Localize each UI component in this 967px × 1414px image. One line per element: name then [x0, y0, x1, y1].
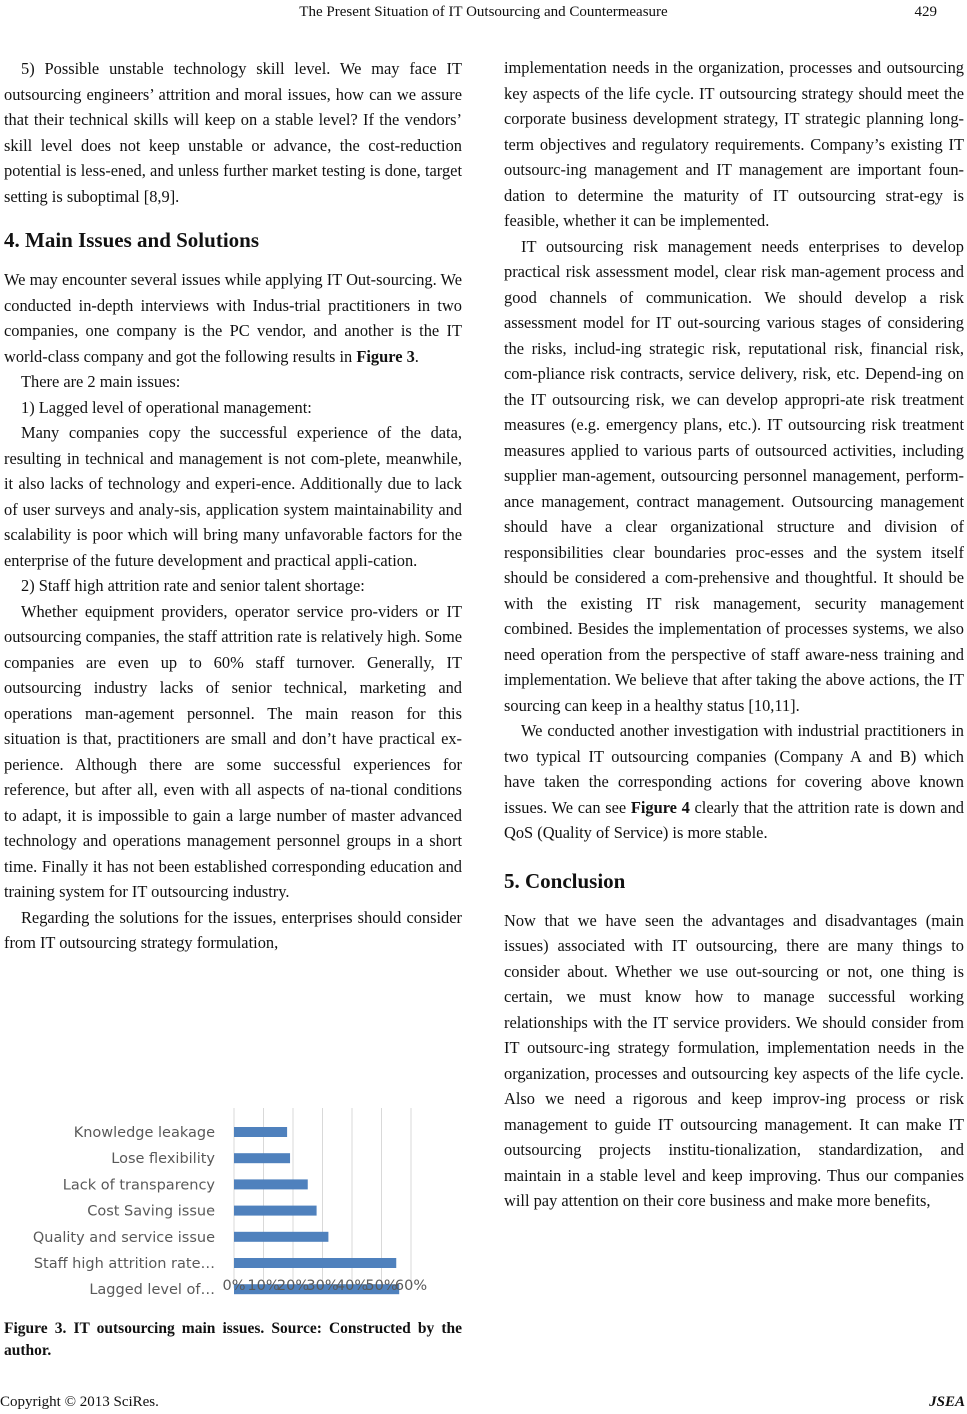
paragraph: [4, 267, 462, 369]
section-heading: 5. Conclusion: [504, 868, 626, 893]
paragraph: 5) Possible unstable technology skill level. We may face IT outsourcing engineers’ attrition and moral issues, how can we assure that their technical skills will keep on a stable level? If the vendors’ skill level does not keep unstable or advance, the cost-reduction potential is less-ened, and unless further market testing is done, target setting is suboptimal [8,9].: [4, 59, 462, 206]
figure-reference[interactable]: Figure 3: [356, 346, 415, 366]
page-number: 429: [914, 4, 937, 20]
bar: [234, 1258, 396, 1268]
tick-label: 30%: [306, 1278, 339, 1294]
tick-label: 50%: [365, 1278, 398, 1294]
paragraph-text: clearly that the attrition rate is down and QoS (Quality of Service) is more stable.: [504, 797, 964, 842]
running-title: The Present Situation of IT Outsourcing and Countermeasure: [299, 4, 668, 20]
figure-3-chart: [0, 1108, 470, 1308]
paragraph: [504, 718, 964, 846]
paragraph: Now that we have seen the advantages and disadvantages (main issues) associated with IT outsourcing, there are many things to consider about. Whether we use out-sourcing or not, one thing is certain, we must know how to manage successful working relationships with the IT service providers. We should consider from IT outsourc-ing strategy formulation, implementation needs in the organization, processes and outsourcing key aspects of the life cycle. Also we need a rigorous and keep improv-ing process or risk management to guide IT outsourcing management. It can make IT outsourcing projects institu-tionalization, standardization, and maintain in a stable level and keep improving. Thus our companies will pay attention on their core business and make more benefits,: [504, 910, 964, 1210]
category-label: Cost Saving issue: [87, 1203, 215, 1220]
footer-journal: JSEA: [929, 1394, 965, 1410]
category-label: Knowledge leakage: [73, 1125, 215, 1141]
tick-label: 60%: [394, 1278, 428, 1294]
category-label: Lack of transparency: [62, 1177, 215, 1194]
right-column: [504, 55, 964, 1214]
paragraph: 1) Lagged level of operational management:: [21, 397, 312, 417]
tick-label: 40%: [335, 1278, 369, 1294]
bar: [234, 1179, 308, 1189]
running-header: [0, 2, 967, 24]
tick-label: 20%: [276, 1278, 310, 1294]
paragraph: 2) Staff high attrition rate and senior talent shortage:: [21, 576, 365, 595]
category-label: Lose flexibility: [111, 1151, 215, 1168]
paragraph: Regarding the solutions for the issues, enterprises should consider from IT outsourcing strategy formulation,: [4, 907, 462, 952]
section-heading: 4. Main Issues and Solutions: [4, 228, 260, 252]
paragraph: IT outsourcing risk management needs enterprises to develop practical risk assessment model, clear risk man-agement process and good channels of communication. We should develop a risk assessment model for IT out-sourcing various stages of considering the risks, includ-ing strategic risk, reputational risk, financial risk, com-pliance risk contracts, service delivery, risk, etc. Depend-ing on the IT outsourcing risk, we can develop appropri-ate risk treatment measures (e.g. emergency plans, etc.). IT outsourcing risk treatment measures applied to various parts of outsourced activities, including supplier man-agement, outsourcing personnel management, perform-ance management, contract management. Outsourcing management should have a clear organizational structure and division of responsibilities clear boundaries proc-esses and the system itself should be considered a com-prehensive and thoughtful. It should be with the existing IT risk management, security management combined. Besides the implementation of processes systems, we also need operation from the perspective of staff aware-ness training and implementation. We believe that after taking the above actions, the IT sourcing can keep in a healthy status [10,11].: [504, 236, 964, 715]
bar: [234, 1232, 328, 1242]
bar: [234, 1153, 290, 1163]
bar: [234, 1127, 287, 1137]
paragraph: There are 2 main issues:: [21, 372, 181, 391]
paragraph-text: .: [414, 346, 419, 366]
tick-label: 10%: [247, 1278, 280, 1294]
figure-reference[interactable]: Figure 4: [630, 797, 690, 817]
tick-label: 0%: [222, 1278, 246, 1294]
left-column: [4, 56, 462, 956]
figure-caption: Figure 3. IT outsourcing main issues. Source: Constructed by the author.: [4, 1320, 462, 1359]
paragraph-text: We may encounter several issues while applying IT Out-sourcing. We conducted in-depth interviews with Indus-trial practitioners in two companies, one company is the PC vendor, and another is the IT world-class company and got the following results in: [4, 270, 462, 366]
paragraph-text: We conducted another investigation with industrial practitioners in two typical IT outsourcing companies (Company A and B) which have taken the corresponding actions for covering above known issues. We can see: [504, 721, 964, 817]
category-label: Quality and service issue: [32, 1229, 215, 1246]
category-label: Staff high attrition rate…: [33, 1256, 215, 1272]
paragraph: Many companies copy the successful experience of the data, resulting in technical and management is not com-plete, meanwhile, it also lacks of technology and experi-ence. Additionally due to lack of user surveys and analy-sis, application system maintainability and scalability is poor which will bring many unfavorable factors for the enterprise of the future development and practical appli-cation.: [4, 423, 462, 570]
bar: [234, 1206, 317, 1216]
paragraph: implementation needs in the organization, processes and outsourcing key aspects of the life cycle. IT outsourcing strategy should meet the corporate business development strategy, IT strategic planning long-term objectives and regulatory requirements. Company’s existing IT outsourc-ing management and IT management are important foun-dation to determine the maturity of IT outsourcing strat-egy is feasible, whether it can be implemented.: [504, 58, 964, 230]
category-label: Lagged level of…: [89, 1282, 215, 1299]
footer-copyright: Copyright © 2013 SciRes.: [0, 1394, 159, 1410]
paragraph: Whether equipment providers, operator service pro-viders or IT outsourcing companies, the staff attrition rate is relatively high. Some companies are even up to 60% staff turnover. Generally, IT outsourcing industry lacks of senior technical, marketing and operations man-agement personnel. The main reason for this situation is that, practitioners are small and don’t have practical ex-perience. Although there are some successful experiences for reference, but after all, even with all aspects of na-tional conditions to adapt, it is impossible to gain a large number of master advanced technology and operations management personnel groups in a short time. Finally it has not been established corresponding education and training system for IT outsourcing industry.: [4, 601, 462, 901]
